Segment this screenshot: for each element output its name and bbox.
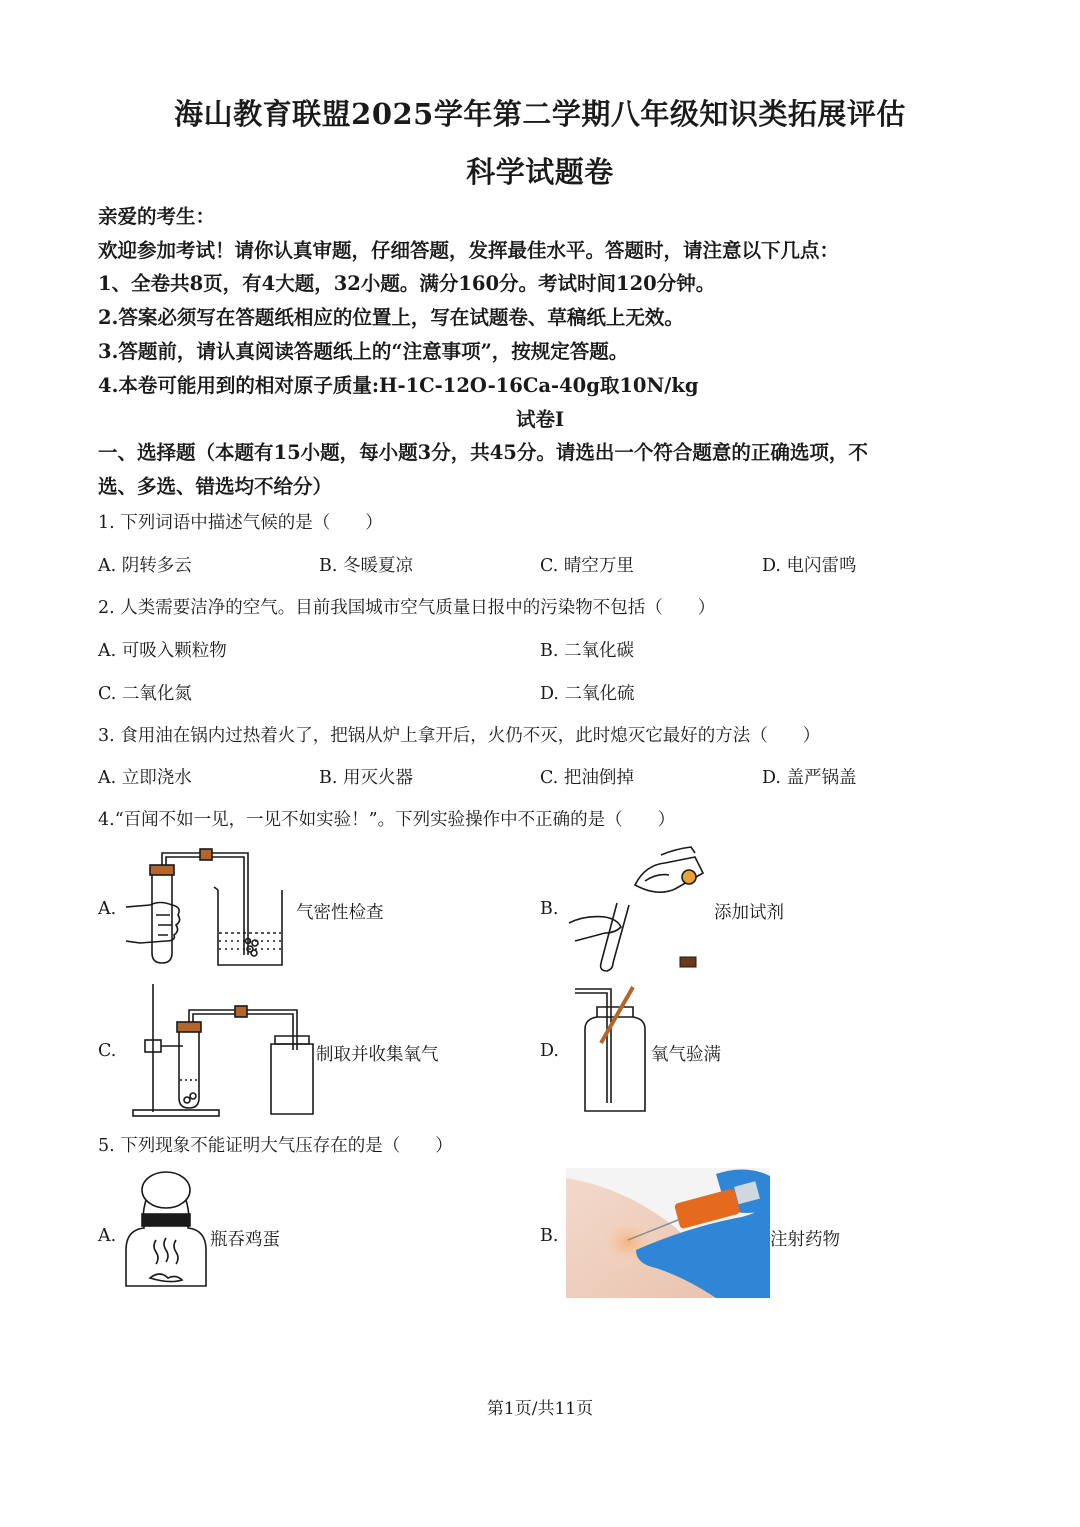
exam-title: 海山教育联盟2025学年第二学期八年级知识类拓展评估 — [174, 97, 906, 131]
question-2-stem: 2. 人类需要洁净的空气。目前我国城市空气质量日报中的污染物不包括（ ） — [98, 598, 716, 618]
airtightness-check-figure — [120, 845, 295, 970]
q4-option-d-letter: D. — [540, 1041, 559, 1061]
notice-intro: 欢迎参加考试！请你认真审题，仔细答题，发挥最佳水平。答题时，请注意以下几点： — [98, 239, 840, 262]
q1-option-c: C. 晴空万里 — [540, 556, 634, 576]
q5-option-b-letter: B. — [540, 1226, 559, 1246]
q2-option-b: B. 二氧化碳 — [540, 641, 634, 661]
notice-item-1: 1、全卷共8页，有4大题，32小题。满分160分。考试时间120分钟。 — [98, 272, 716, 295]
q1-option-a: A. 阴转多云 — [98, 556, 192, 576]
notice-greeting: 亲爱的考生： — [98, 205, 216, 228]
q3-option-a: A. 立即浇水 — [98, 768, 192, 788]
notice-item-4: 4.本卷可能用到的相对原子质量:H-1C-12O-16Ca-40g取10N/kg — [98, 374, 699, 397]
paper-label: 试卷Ⅰ — [515, 408, 565, 431]
q1-option-d: D. 电闪雷鸣 — [762, 556, 857, 576]
question-5-stem: 5. 下列现象不能证明大气压存在的是（ ） — [98, 1136, 453, 1156]
q2-option-a: A. 可吸入颗粒物 — [98, 641, 227, 661]
q3-option-c: C. 把油倒掉 — [540, 768, 634, 788]
q3-option-b: B. 用灭火器 — [319, 768, 413, 788]
q5-option-a-caption: 瓶吞鸡蛋 — [210, 1230, 280, 1250]
adding-reagent-figure — [565, 845, 710, 975]
q2-option-d: D. 二氧化硫 — [540, 684, 635, 704]
section-heading: 一、选择题（本题有15小题，每小题3分，共45分。请选出一个符合题意的正确选项，不 — [98, 441, 868, 464]
q1-option-b: B. 冬暖夏凉 — [319, 556, 413, 576]
q4-option-d-caption: 氧气验满 — [651, 1045, 721, 1065]
q4-option-a-letter: A. — [98, 899, 117, 919]
q4-option-b-caption: 添加试剂 — [714, 903, 784, 923]
question-3-stem: 3. 食用油在锅内过热着火了，把锅从炉上拿开后，火仍不灭，此时熄灭它最好的方法（ ） — [98, 726, 821, 746]
question-1-stem: 1. 下列词语中描述气候的是（ ） — [98, 513, 383, 533]
oxygen-preparation-figure — [125, 980, 320, 1120]
q4-option-c-caption: 制取并收集氧气 — [316, 1045, 439, 1065]
question-4-stem: 4.“百闻不如一见，一见不如实验！”。下列实验操作中不正确的是（ ） — [98, 810, 676, 830]
bottle-swallows-egg-figure — [120, 1170, 210, 1295]
q4-option-a-caption: 气密性检查 — [296, 903, 384, 923]
notice-item-2: 2.答案必须写在答题纸相应的位置上，写在试题卷、草稿纸上无效。 — [98, 306, 684, 329]
q3-option-d: D. 盖严锅盖 — [762, 768, 857, 788]
q2-option-c: C. 二氧化氮 — [98, 684, 192, 704]
q5-option-a-letter: A. — [98, 1226, 117, 1246]
injection-photo — [566, 1168, 770, 1298]
notice-item-3: 3.答题前，请认真阅读答题纸上的“注意事项”，按规定答题。 — [98, 340, 629, 363]
q5-option-b-caption: 注射药物 — [770, 1230, 840, 1250]
q4-option-c-letter: C. — [98, 1041, 117, 1061]
page-number: 第1页/共11页 — [486, 1399, 594, 1419]
q4-option-b-letter: B. — [540, 899, 559, 919]
section-heading-cont: 选、多选、错选均不给分） — [98, 475, 333, 498]
oxygen-full-test-figure — [575, 983, 655, 1116]
exam-subtitle: 科学试题卷 — [466, 155, 614, 189]
